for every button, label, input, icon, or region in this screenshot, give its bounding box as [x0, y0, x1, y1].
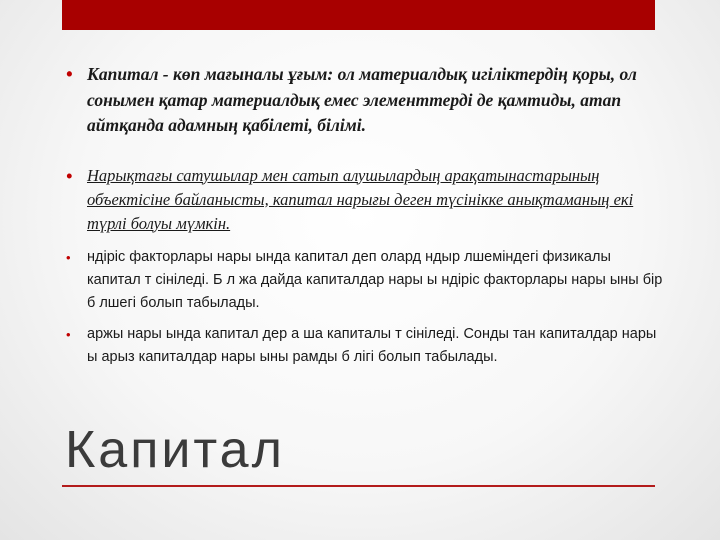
- bullet-item-production-factors: [66, 246, 666, 315]
- slide-body: [66, 62, 666, 369]
- bullet-icon: •: [66, 64, 73, 84]
- bullet-item-capital-definition: [66, 62, 666, 139]
- bullet-item-market-relations: [66, 164, 666, 236]
- bullet-text: Капитал - көп мағыналы ұғым: ол материалдық игіліктердің қоры, ол сонымен қатар материалдық емес элементтерді де қамтиды, атап айтқанда адамның қабілеті, білімі.: [87, 64, 637, 135]
- bullet-text: аржы нары ында капитал дер а ша капиталы т сініледі. Сонды тан капиталдар нары ы арыз капиталдар нары ыны рамды б лігі болып табылады.: [87, 325, 657, 365]
- bullet-icon: •: [66, 249, 71, 265]
- top-accent-bar: [62, 0, 655, 30]
- bullet-item-financial-market: [66, 323, 666, 369]
- bullet-icon: •: [66, 165, 73, 186]
- bullet-text: ндіріс факторлары нары ында капитал деп олард ндыр лшеміндегі физикалы капитал т сініледі. Б л жа дайда капиталдар нары ы ндіріс факторлары нары ыны бір б лшегі болып табылады.: [87, 248, 663, 311]
- slide-title: Капитал: [65, 421, 285, 479]
- bullet-text: Нарықтағы сатушылар мен сатып алушылардың арақатынастарының объектісіне байланысты, капитал нарығы деген түсінікке анықтаманың екі түрлі болуы мүмкін.: [87, 165, 634, 233]
- title-underline: [62, 485, 655, 487]
- bullet-icon: •: [66, 326, 71, 342]
